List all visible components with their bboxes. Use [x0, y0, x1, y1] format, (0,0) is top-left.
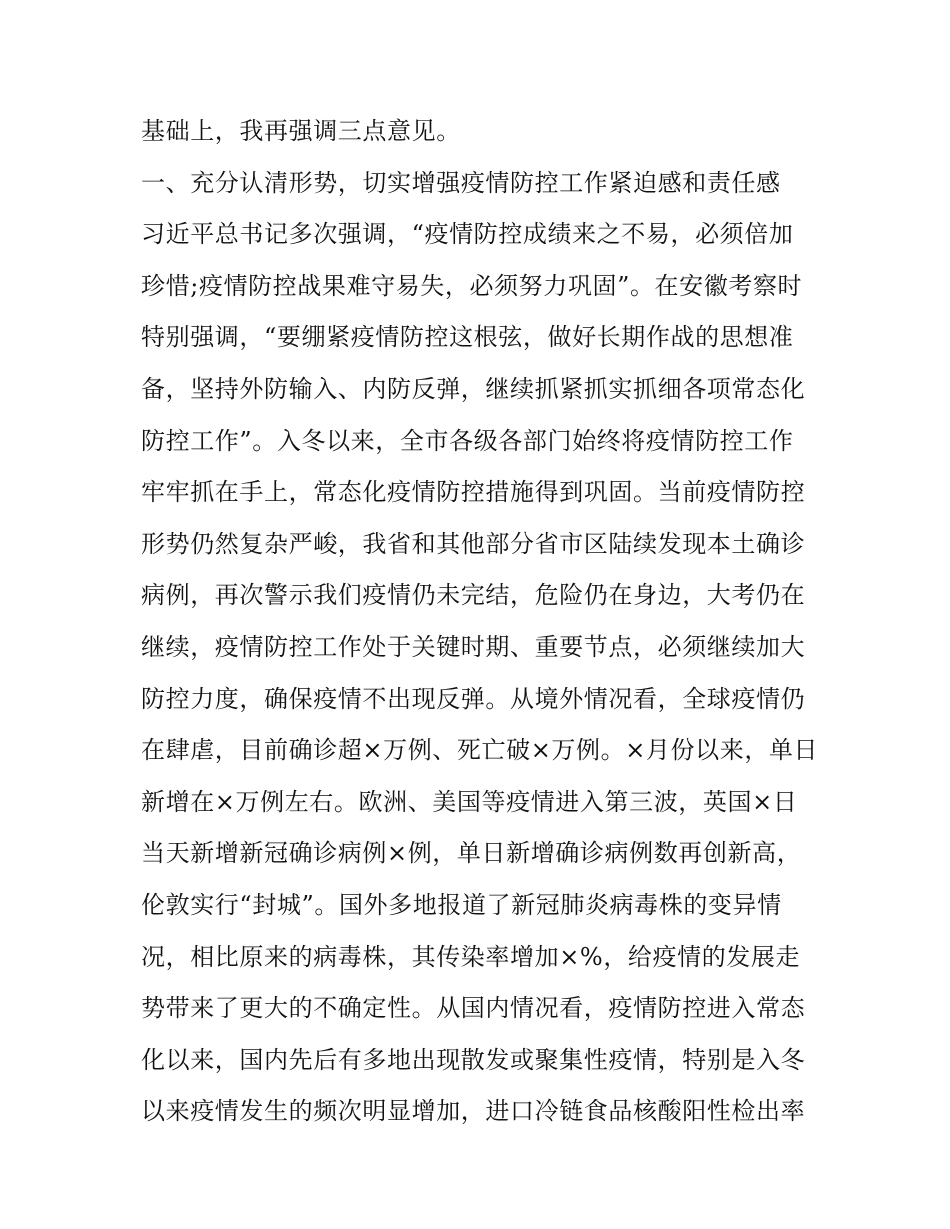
text-line: 病例，再次警示我们疫情仍未完结，危险仍在身边，大考仍在 [141, 581, 806, 610]
text-line: 习近平总书记多次强调，“疫情防控成绩来之不易，必须倍加 [141, 220, 794, 249]
text-line: 防控工作”。入冬以来，全市各级各部门始终将疫情防控工作 [141, 426, 794, 455]
text-line: 防控力度，确保疫情不出现反弹。从境外情况看，全球疫情仍 [141, 684, 806, 713]
text-line: 况，相比原来的病毒株，其传染率增加×%，给疫情的发展走 [141, 942, 801, 971]
text-line: 以来疫情发生的频次明显增加，进口冷链食品核酸阳性检出率 [141, 1097, 806, 1126]
text-line: 化以来，国内先后有多地出现散发或聚集性疫情，特别是入冬 [141, 1045, 806, 1074]
text-line: 当天新增新冠确诊病例×例，单日新增确诊病例数再创新高， [141, 839, 802, 868]
text-line: 备，坚持外防输入、内防反弹，继续抓紧抓实抓细各项常态化 [141, 374, 806, 403]
text-line: 基础上，我再强调三点意见。 [141, 117, 461, 145]
text-line: 伦敦实行“封城”。国外多地报道了新冠肺炎病毒株的变异情 [141, 890, 782, 919]
text-line: 特别强调，“要绷紧疫情防控这根弦，做好长期作战的思想准 [141, 323, 794, 352]
text-line: 势带来了更大的不确定性。从国内情况看，疫情防控进入常态 [141, 994, 806, 1023]
text-line: 珍惜;疫情防控战果难守易失，必须努力巩固”。在安徽考察时 [141, 271, 803, 300]
document-body [141, 106, 821, 1138]
text-line: 形势仍然复杂严峻，我省和其他部分省市区陆续发现本土确诊 [141, 529, 806, 558]
text-line: 继续，疫情防控工作处于关键时期、重要节点，必须继续加大 [141, 632, 806, 661]
text-line: 牢牢抓在手上，常态化疫情防控措施得到巩固。当前疫情防控 [141, 478, 806, 507]
text-line: 新增在×万例左右。欧洲、美国等疫情进入第三波，英国×日 [141, 787, 798, 816]
text-line: 在肆虐，目前确诊超×万例、死亡破×万例。×月份以来，单日 [141, 736, 819, 765]
section-heading: 一、充分认清形势，切实增强疫情防控工作紧迫感和责任感 [141, 168, 781, 197]
